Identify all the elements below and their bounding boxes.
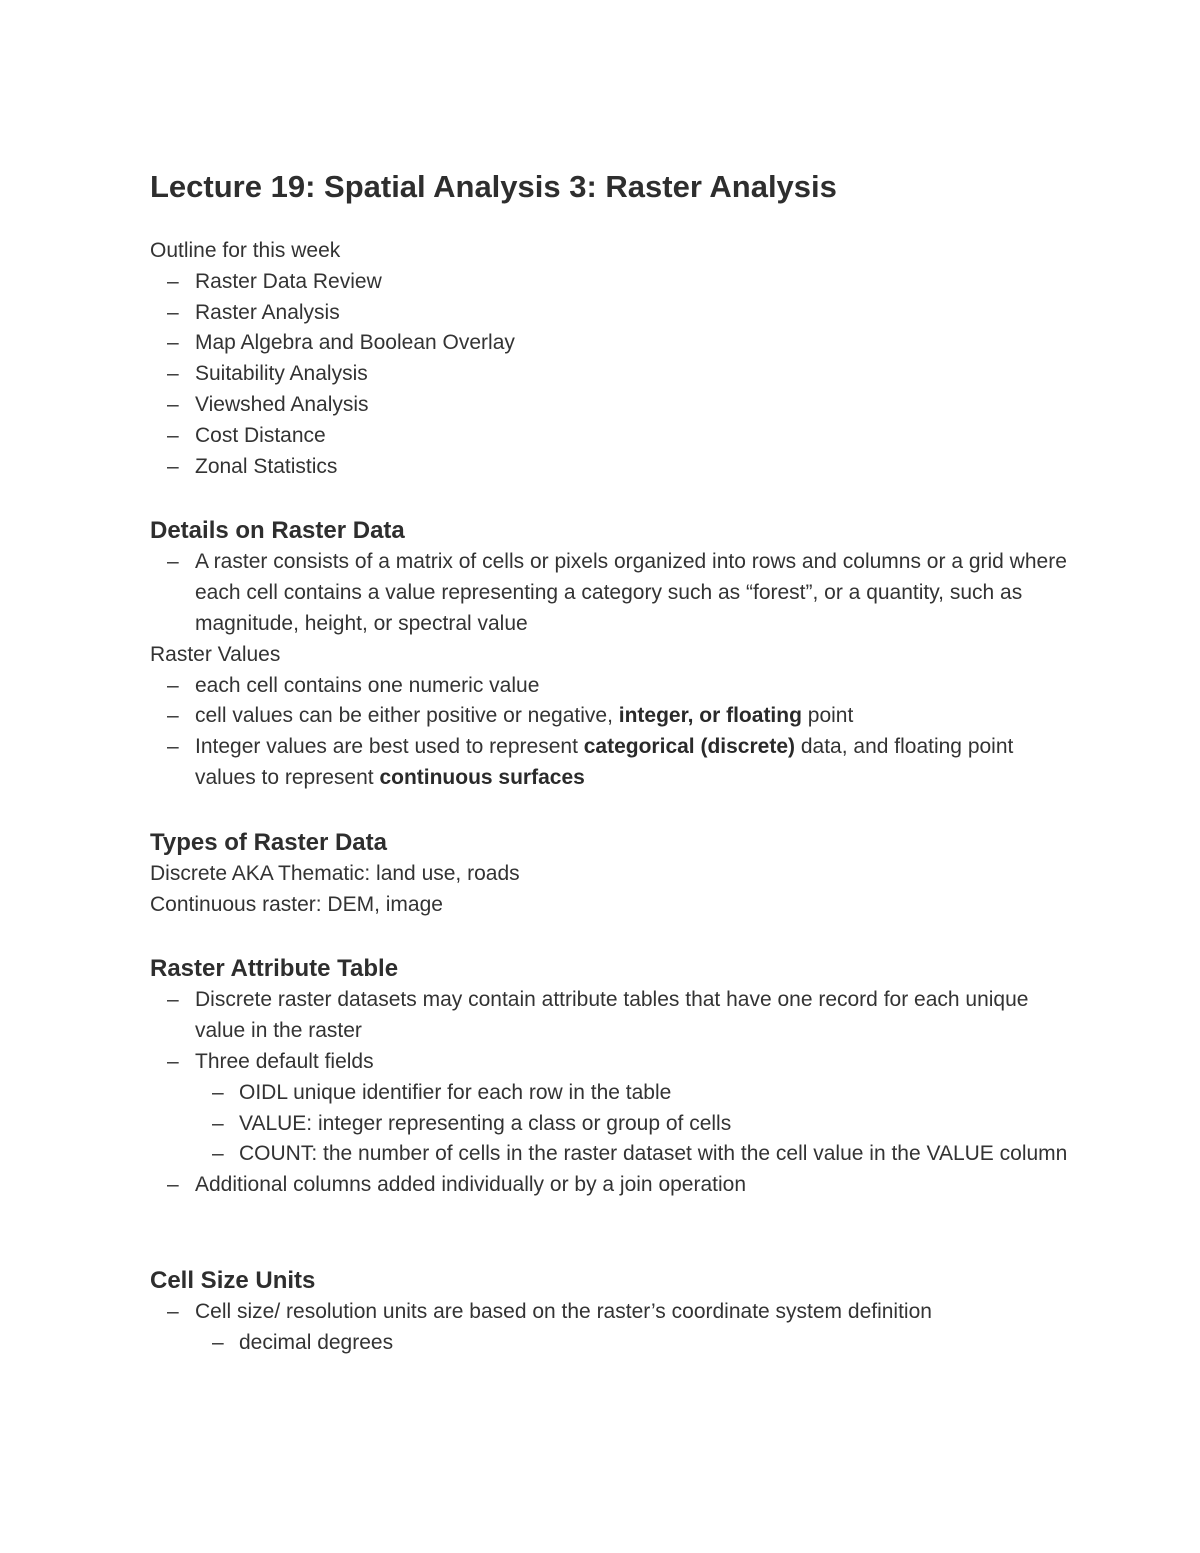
attribute-list [150,985,1070,1201]
text-run: Three default fields [195,1049,374,1073]
sub-list-item: – OIDL unique identifier for each row in the table [195,1078,1070,1109]
list-item: – Discrete raster datasets may contain attribute tables that have one record for each unique value in the raster [150,985,1070,1047]
sub-list-item: – VALUE: integer representing a class or group of cells [195,1109,1070,1140]
types-line: Continuous raster: DEM, image [150,892,443,916]
sub-list-item: – decimal degrees [195,1328,1070,1359]
types-line: Discrete AKA Thematic: land use, roads [150,861,520,885]
list-item [150,1297,1070,1359]
list-item: – each cell contains one numeric value [150,671,1070,702]
list-item: – A raster consists of a matrix of cells or pixels organized into rows and columns or a grid where each cell contains a value representing a category such as “forest”, or a quantity, such as magnitude, height, or spectral value [150,547,1070,639]
section-heading: Types of Raster Data [150,828,387,856]
bold-text: categorical (discrete) [583,735,796,759]
cell-size-list [150,1297,1070,1359]
list-item: – Zonal Statistics [150,452,1070,483]
section-heading: Details on Raster Data [150,517,405,545]
list-item [150,1047,1070,1170]
text-run: point [801,704,854,728]
list-item [150,732,1070,794]
section-types [150,827,1070,921]
outline-list [150,267,1070,483]
page-title: Lecture 19: Spatial Analysis 3: Raster Analysis [150,169,837,204]
list-item: – Raster Data Review [150,267,1070,298]
section-attribute-table [150,953,1070,1201]
sub-list-item: – COUNT: the number of cells in the raster dataset with the cell value in the VALUE column [195,1139,1070,1170]
outline-label: Outline for this week [150,239,341,262]
text-run: cell values can be either positive or negative, [195,704,619,728]
section-heading: Raster Attribute Table [150,955,399,983]
list-item: – Additional columns added individually or by a join operation [150,1170,1070,1201]
list-item: – Viewshed Analysis [150,390,1070,421]
list-item: – Map Algebra and Boolean Overlay [150,328,1070,359]
details-list [150,547,1070,639]
sub-list [195,1328,1070,1359]
raster-values-list [150,671,1070,794]
bold-text: integer, or floating [618,704,802,728]
document-content [150,168,1070,1359]
text-run: data, and floating point values to represent [195,735,1014,789]
bold-text: continuous surfaces [379,765,585,789]
sub-list [195,1078,1070,1170]
section-heading: Cell Size Units [150,1266,316,1294]
raster-values-label: Raster Values [150,642,281,666]
list-item: – Suitability Analysis [150,359,1070,390]
text-run: Integer values are best used to represent [195,735,584,759]
list-item: – Raster Analysis [150,298,1070,329]
text-run: Cell size/ resolution units are based on the raster’s coordinate system definition [195,1299,932,1323]
section-cell-size [150,1265,1070,1359]
section-details [150,515,1070,793]
list-item [150,701,1070,732]
list-item: – Cost Distance [150,421,1070,452]
